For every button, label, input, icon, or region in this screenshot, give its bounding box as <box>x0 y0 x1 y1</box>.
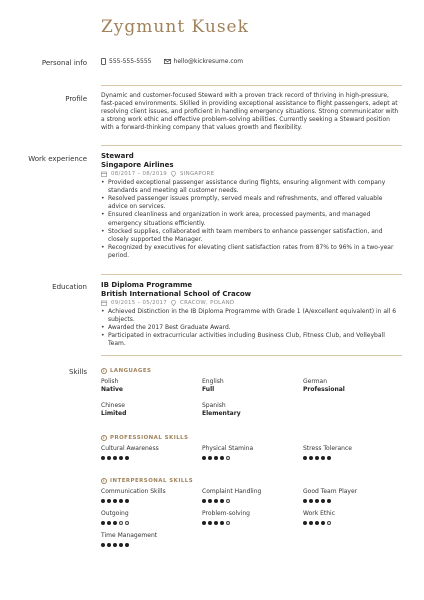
phone-item <box>101 58 152 65</box>
rating-dot-filled <box>208 499 212 503</box>
list-item: • Resolved passenger issues promptly, served meals and refreshments, and offered valuable advice on services. <box>101 195 402 211</box>
rating-dot-filled <box>214 456 218 460</box>
list-item: • Achieved Distinction in the IB Diploma Programme with Grade 1 (A/excellent equivalent) in all 6 subjects. <box>101 308 402 324</box>
rating-dot-filled <box>327 456 331 460</box>
education-meta <box>101 299 402 307</box>
section-label-skills: Skills <box>69 368 87 376</box>
rating-dot-filled <box>113 521 117 525</box>
list-item: • Stocked supplies, collaborated with team members to enhance passenger satisfaction, and closely supported the Manager. <box>101 228 402 244</box>
language-name: German <box>303 378 328 386</box>
rating-dot-filled <box>208 521 212 525</box>
rating-dot-filled <box>101 521 105 525</box>
skill-name: Problem-solving <box>202 510 250 518</box>
skill-name: Time Management <box>101 532 158 540</box>
info-icon: i <box>101 435 107 441</box>
languages-grid <box>101 378 402 418</box>
divider <box>101 274 402 275</box>
rating-dot-filled <box>125 456 129 460</box>
languages-heading <box>101 367 402 375</box>
calendar-icon <box>101 300 107 306</box>
phone-icon <box>101 58 106 65</box>
skill-name: Complaint Handling <box>202 488 262 496</box>
skill-rating <box>202 456 303 460</box>
rating-dot-empty <box>226 456 230 460</box>
rating-dot-filled <box>113 543 117 547</box>
rating-dot-empty <box>226 499 230 503</box>
skill-rating <box>202 521 303 525</box>
skill-item <box>202 510 303 525</box>
language-item <box>303 378 402 394</box>
skill-item <box>202 488 303 503</box>
rating-dot-empty <box>119 521 123 525</box>
skill-item <box>101 488 202 503</box>
professional-skills-grid <box>101 445 402 460</box>
languages-heading-text: LANGUAGES <box>110 368 152 374</box>
skill-name: Work Ethic <box>303 510 336 518</box>
profile-text: Dynamic and customer-focused Steward with a proven track record of thriving in high-pressure, fast-paced environments. Skilled in providing exceptional assistance to flight passengers, adept at resolving client issues, and proficient in handling emergency situations. Strong communicator with a strong work ethic and effective problem-solving abilities. Currently seeking a Steward position with a forward-thinking company that values growth and flexibility. <box>101 92 399 132</box>
language-level: Native <box>101 386 123 394</box>
rating-dot-filled <box>202 456 206 460</box>
info-icon: i <box>101 478 107 484</box>
rating-dot-empty <box>125 521 129 525</box>
rating-dot-filled <box>125 543 129 547</box>
language-level: Full <box>202 386 215 394</box>
interpersonal-skills-block <box>101 477 402 547</box>
skill-name: Physical Stamina <box>202 445 254 453</box>
contact-row <box>101 58 243 65</box>
professional-skills-block <box>101 434 402 460</box>
rating-dot-filled <box>309 521 313 525</box>
rating-dot-filled <box>214 521 218 525</box>
rating-dot-filled <box>220 499 224 503</box>
rating-dot-filled <box>101 456 105 460</box>
list-item: • Awarded the 2017 Best Graduate Award. <box>101 324 402 332</box>
interpersonal-skills-heading <box>101 477 402 485</box>
rating-dot-filled <box>107 456 111 460</box>
email-text[interactable]: hello@kickresume.com <box>173 58 244 65</box>
job-meta <box>101 170 402 178</box>
rating-dot-filled <box>119 456 123 460</box>
skill-rating <box>101 521 202 525</box>
skill-name: Good Team Player <box>303 488 358 496</box>
rating-dot-filled <box>321 499 325 503</box>
rating-dot-filled <box>125 499 129 503</box>
rating-dot-filled <box>208 456 212 460</box>
rating-dot-filled <box>321 456 325 460</box>
rating-dot-filled <box>107 521 111 525</box>
rating-dot-filled <box>303 456 307 460</box>
professional-skills-heading <box>101 434 402 442</box>
rating-dot-filled <box>113 499 117 503</box>
skill-item <box>303 445 402 460</box>
envelope-icon <box>164 59 171 64</box>
education-dates: 09/2015 – 05/2017 <box>111 300 168 306</box>
rating-dot-filled <box>327 499 331 503</box>
skill-name: Stress Tolerance <box>303 445 352 453</box>
skill-item <box>101 532 202 547</box>
rating-dot-filled <box>119 499 123 503</box>
section-label-personal-info: Personal info <box>41 59 87 67</box>
list-item: • Recognized by executives for elevating client satisfaction rates from 87% to 96% in a two-year period. <box>101 244 402 260</box>
skill-rating <box>303 521 402 525</box>
language-name: English <box>202 378 224 386</box>
rating-dot-filled <box>303 521 307 525</box>
rating-dot-filled <box>113 456 117 460</box>
rating-dot-filled <box>309 499 313 503</box>
rating-dot-filled <box>315 521 319 525</box>
job-title: Steward <box>101 152 134 160</box>
education-bullets <box>101 308 402 348</box>
calendar-icon <box>101 171 107 177</box>
section-label-education: Education <box>52 283 87 291</box>
rating-dot-filled <box>220 521 224 525</box>
languages-block <box>101 367 402 418</box>
email-item[interactable] <box>164 58 244 65</box>
language-name: Spanish <box>202 402 226 410</box>
skill-rating <box>101 456 202 460</box>
list-item: • Ensured cleanliness and organization in work area, processed payments, and managed emergency situations efficiently. <box>101 211 402 227</box>
skill-item <box>101 510 202 525</box>
school-name: British International School of Cracow <box>101 289 252 298</box>
location-pin-icon <box>171 171 176 177</box>
rating-dot-filled <box>214 499 218 503</box>
language-level: Limited <box>101 410 127 418</box>
skill-rating <box>303 456 402 460</box>
skill-name: Outgoing <box>101 510 129 518</box>
rating-dot-filled <box>303 499 307 503</box>
list-item: • Provided exceptional passenger assistance during flights, ensuring alignment with company standards and meeting all customer needs. <box>101 179 402 195</box>
language-level: Elementary <box>202 410 241 418</box>
skill-item <box>202 445 303 460</box>
job-company: Singapore Airlines <box>101 160 174 169</box>
skill-item <box>303 510 402 525</box>
skill-rating <box>303 499 402 503</box>
phone-text: 555-555-5555 <box>109 58 152 65</box>
divider <box>101 355 402 356</box>
rating-dot-filled <box>101 499 105 503</box>
info-icon: i <box>101 368 107 374</box>
job-bullets <box>101 179 402 260</box>
interpersonal-skills-grid <box>101 488 402 547</box>
rating-dot-empty <box>327 521 331 525</box>
section-label-work-experience: Work experience <box>28 155 87 163</box>
rating-dot-filled <box>202 499 206 503</box>
skill-name: Communication Skills <box>101 488 166 496</box>
language-name: Chinese <box>101 402 125 410</box>
skill-rating <box>202 499 303 503</box>
section-label-profile: Profile <box>65 95 87 103</box>
job-location: SINGAPORE <box>180 171 215 177</box>
skill-name: Cultural Awareness <box>101 445 159 453</box>
skill-item <box>101 445 202 460</box>
work-entry <box>101 152 402 260</box>
language-item <box>101 378 202 394</box>
divider <box>101 85 402 86</box>
rating-dot-filled <box>309 456 313 460</box>
rating-dot-filled <box>220 456 224 460</box>
rating-dot-filled <box>315 456 319 460</box>
degree-title: IB Diploma Programme <box>101 281 193 289</box>
rating-dot-filled <box>107 543 111 547</box>
interpersonal-skills-heading-text: INTERPERSONAL SKILLS <box>110 478 194 484</box>
language-item <box>202 378 303 394</box>
rating-dot-empty <box>226 521 230 525</box>
rating-dot-filled <box>119 543 123 547</box>
skill-item <box>303 488 402 503</box>
language-level: Professional <box>303 386 345 394</box>
location-pin-icon <box>171 300 176 306</box>
professional-skills-heading-text: PROFESSIONAL SKILLS <box>110 435 189 441</box>
rating-dot-filled <box>202 521 206 525</box>
rating-dot-filled <box>321 521 325 525</box>
divider <box>101 145 402 146</box>
job-dates: 08/2017 – 08/2019 <box>111 171 168 177</box>
list-item: • Participated in extracurricular activities including Business Club, Fitness Club, and Volleyball Team. <box>101 332 402 348</box>
language-item <box>202 402 303 418</box>
candidate-name: Zygmunt Kusek <box>101 17 249 37</box>
education-entry <box>101 281 402 349</box>
language-item <box>101 402 202 418</box>
rating-dot-filled <box>107 499 111 503</box>
skill-rating <box>101 499 202 503</box>
language-name: Polish <box>101 378 119 386</box>
rating-dot-filled <box>315 499 319 503</box>
education-location: CRACOW, POLAND <box>180 300 235 306</box>
skill-rating <box>101 543 202 547</box>
rating-dot-filled <box>101 543 105 547</box>
